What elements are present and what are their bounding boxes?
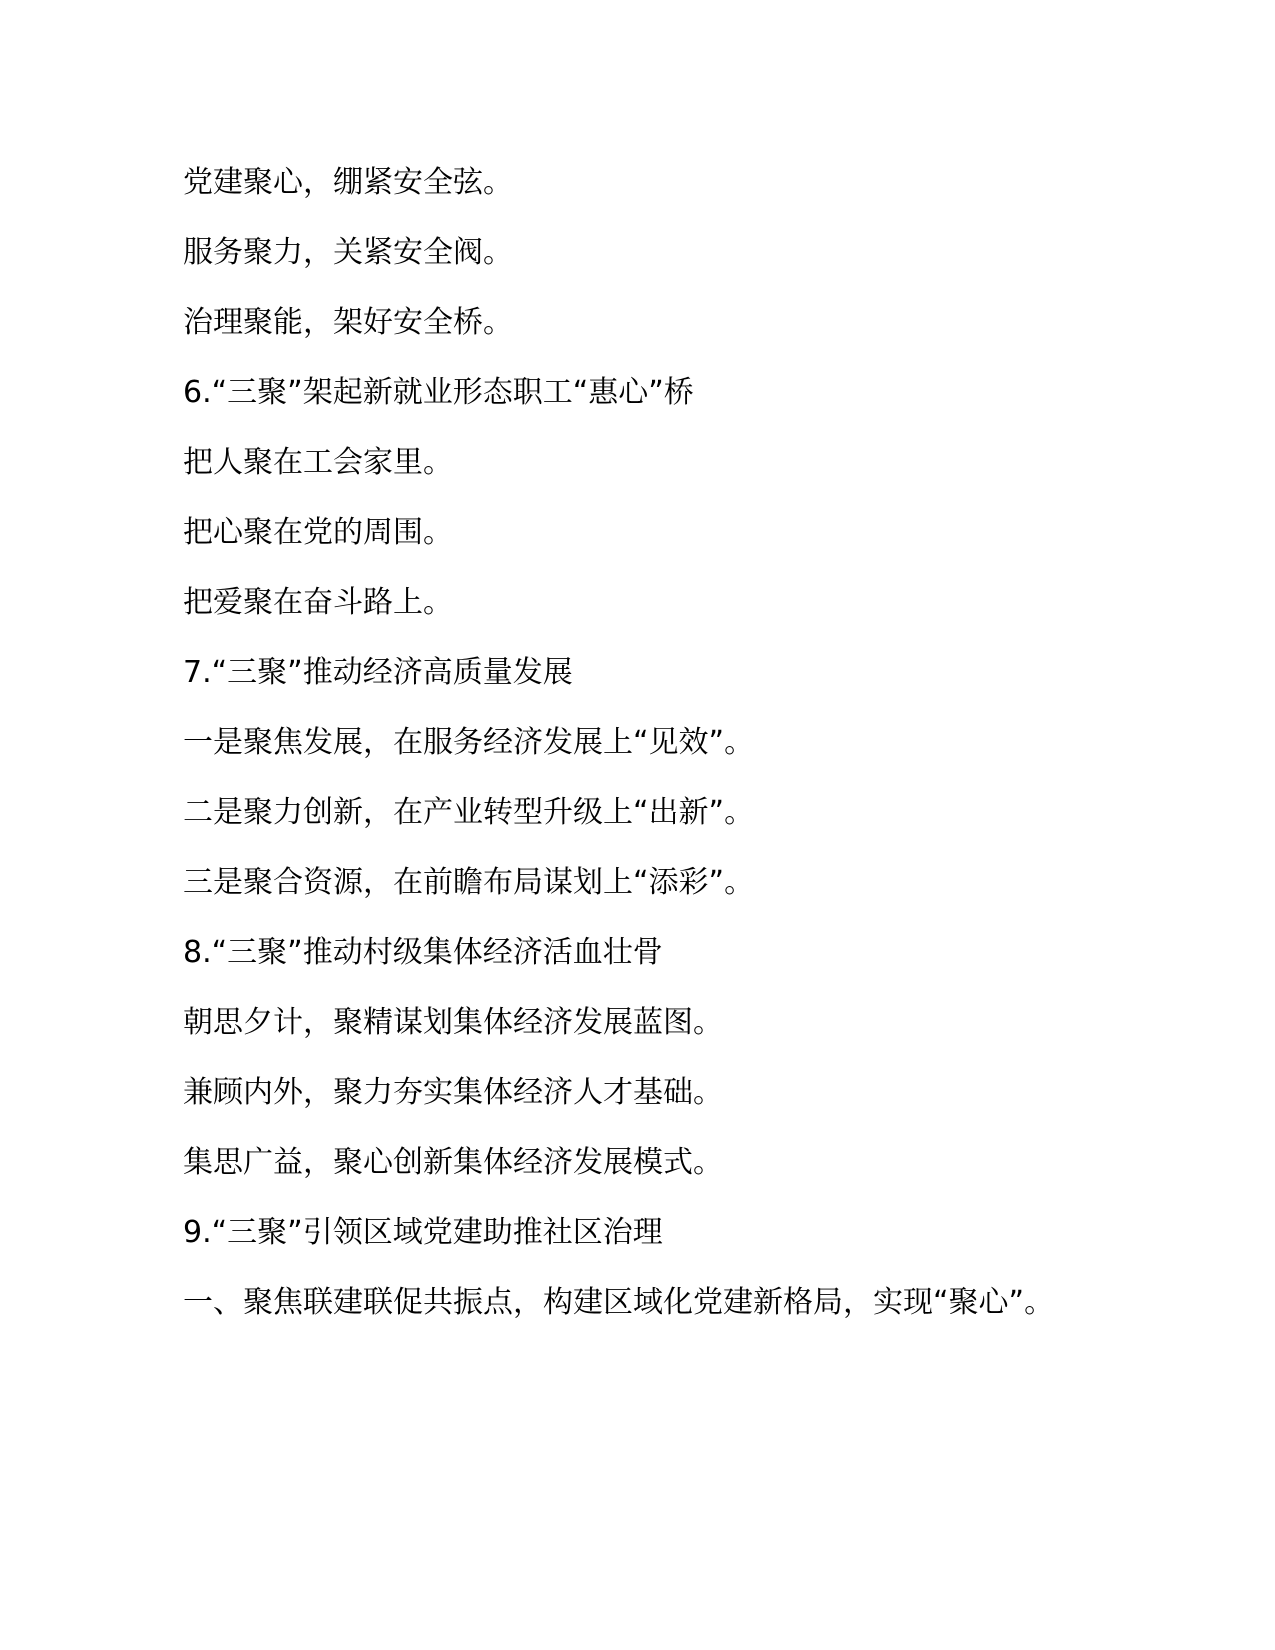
text-line: 集思广益，聚心创新集体经济发展模式。: [183, 1145, 723, 1180]
text-line: 三是聚合资源，在前瞻布局谋划上“添彩”。: [183, 865, 755, 900]
text-line: 党建聚心，绷紧安全弦。: [183, 165, 513, 200]
section-heading: 8.“三聚”推动村级集体经济活血壮骨: [183, 935, 663, 970]
text-paragraph: 一、聚焦联建联促共振点，构建区域化党建新格局，实现“聚心”。: [183, 1285, 1055, 1320]
section-heading: 7.“三聚”推动经济高质量发展: [183, 655, 573, 690]
text-line: 朝思夕计，聚精谋划集体经济发展蓝图。: [183, 1005, 723, 1040]
text-line: 二是聚力创新，在产业转型升级上“出新”。: [183, 795, 755, 830]
text-line: 把心聚在党的周围。: [183, 515, 453, 550]
document-body: [183, 148, 1083, 1330]
text-line: 把爱聚在奋斗路上。: [183, 585, 453, 620]
text-line: 一是聚焦发展，在服务经济发展上“见效”。: [183, 725, 755, 760]
section-heading: 6.“三聚”架起新就业形态职工“惠心”桥: [183, 375, 694, 410]
text-line: 治理聚能，架好安全桥。: [183, 305, 513, 340]
text-line: 服务聚力，关紧安全阀。: [183, 235, 513, 270]
section-heading: 9.“三聚”引领区域党建助推社区治理: [183, 1215, 663, 1250]
text-line: 把人聚在工会家里。: [183, 445, 453, 480]
text-line: 兼顾内外，聚力夯实集体经济人才基础。: [183, 1075, 723, 1110]
